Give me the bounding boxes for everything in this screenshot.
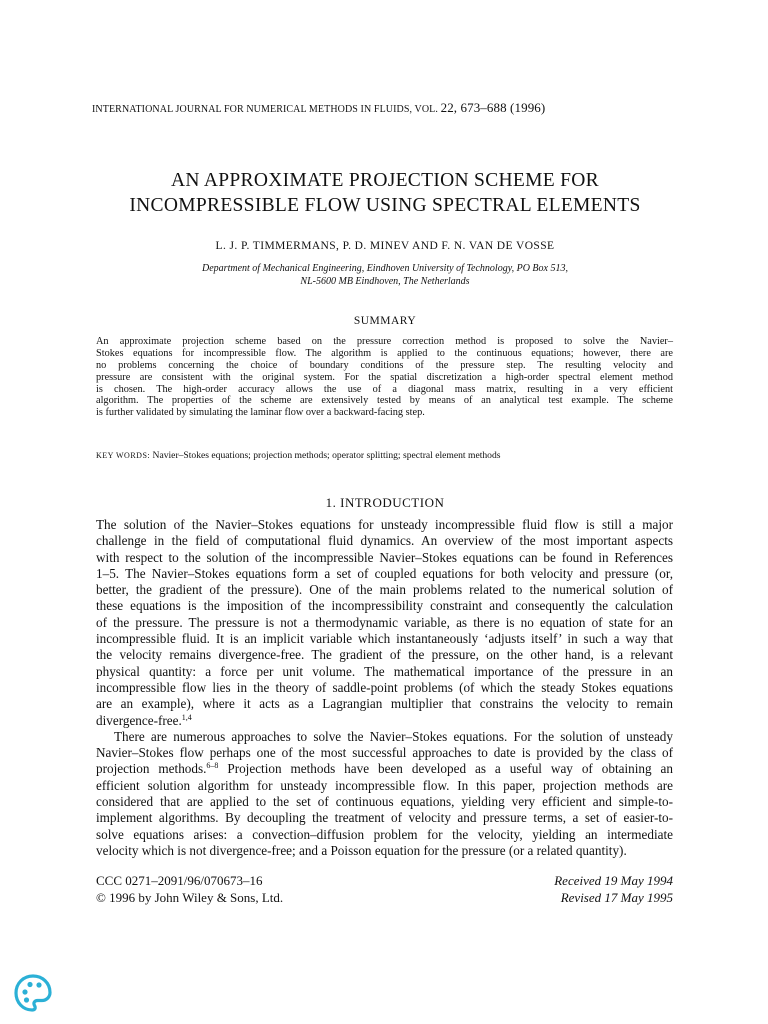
citation-ref: 6–8 [206, 761, 219, 771]
affiliation-line-1: Department of Mechanical Engineering, Eindhoven University of Technology, PO Box 513, [202, 263, 568, 274]
title-line-2: INCOMPRESSIBLE FLOW USING SPECTRAL ELEMENTS [129, 195, 641, 216]
intro-line: Navier–Stokes flow perhaps one of the most successful approaches to date is provided by the class of [96, 745, 673, 761]
intro-line: implement algorithms. By decoupling the treatment of velocity and pressure terms, a set of easier-to- [96, 810, 673, 826]
intro-line: 1–5. The Navier–Stokes equations form a set of coupled equations for both velocity and pressure (or, [96, 565, 673, 581]
revised-date: Revised 17 May 1995 [560, 890, 673, 905]
summary-line: Stokes equations for incompressible flow. The algorithm is applied to the continuous equations; however, there are [96, 347, 673, 359]
title-line-1: AN APPROXIMATE PROJECTION SCHEME FOR [171, 170, 599, 191]
intro-line: challenge in the field of computational fluid dynamics. An overview of the most important aspects [96, 533, 673, 549]
intro-text: Projection methods have been developed as a useful way of obtaining an [218, 761, 673, 777]
paper-title [60, 168, 710, 218]
affiliation-line-2: NL-5600 MB Eindhoven, The Netherlands [300, 275, 470, 287]
intro-line [96, 761, 673, 777]
intro-text: projection methods. [96, 761, 207, 777]
footer-dates-block [554, 872, 673, 906]
footer-copyright-block [96, 872, 283, 906]
keywords-text: Navier–Stokes equations; projection methods; operator splitting; spectral element methods [152, 450, 501, 461]
intro-line: are an example), where it acts as a Lagrangian multiplier that constrains the velocity to remain [96, 696, 673, 712]
keywords [96, 450, 696, 461]
intro-line: incompressible flow lies in the theory of saddle-point problems (of which the steady Stokes equations [96, 679, 673, 695]
summary-line: An approximate projection scheme based on the pressure correction method is proposed to solve the Navier– [96, 336, 673, 347]
intro-line: considered that are applied to the set of continuous equations, yielding very efficient and simple-to- [96, 794, 673, 810]
intro-line: with respect to the solution of the incompressible Navier–Stokes equations can be found in References [96, 549, 673, 565]
intro-line: of the pressure. The pressure is not a thermodynamic variable, as there is no equation of state for an [96, 614, 673, 630]
intro-line: these equations is the imposition of the incompressibility constraint and consequently the calculation [96, 598, 673, 614]
introduction-heading: 1. INTRODUCTION [325, 495, 445, 510]
summary-line: pressure are consistent with the original system. For the spatial discretization a high-order spectral element method [96, 371, 673, 383]
intro-line: solve equations arises: a convection–diffusion problem for the velocity, yielding an intermediate [96, 826, 673, 842]
affiliation [60, 263, 710, 288]
volume-pages: 22, 673–688 (1996) [440, 100, 546, 115]
introduction-body [96, 517, 673, 859]
intro-line: better, the gradient of the pressure). One of the main problems related to the numerical solution of [96, 582, 673, 598]
summary-heading: SUMMARY [353, 315, 417, 327]
keywords-label: KEY WORDS: [96, 451, 151, 460]
intro-line: incompressible fluid. It is an implicit variable which instantaneously ‘adjusts itself’ in such a way that [96, 631, 673, 647]
intro-line: There are numerous approaches to solve the Navier–Stokes equations. For the solution of unsteady [114, 728, 673, 744]
intro-line: the velocity remains divergence-free. The gradient of the pressure, on the other hand, is a relevant [96, 647, 673, 663]
intro-line: efficient solution algorithm for unsteady incompressible flow. In this paper, projection methods are [96, 777, 673, 793]
intro-line [96, 713, 673, 729]
ccc-code: CCC 0271–2091/96/070673–16 [96, 873, 263, 888]
citation-ref: 1,4 [181, 712, 192, 722]
summary-line: algorithm. The properties of the scheme are extensively tested by means of an analytical test example. The scheme [96, 395, 673, 407]
journal-name: INTERNATIONAL JOURNAL FOR NUMERICAL METHODS IN FLUIDS, VOL. [92, 104, 438, 115]
authors: L. J. P. TIMMERMANS, P. D. MINEV AND F. N. VAN DE VOSSE [215, 240, 555, 252]
summary-abstract [96, 336, 673, 419]
intro-line: physical quantity: a force per unit volume. The mathematical importance of the pressure in an [96, 663, 673, 679]
summary-line: is further validated by simulating the laminar flow over a backward-facing step. [96, 407, 425, 419]
intro-line: The solution of the Navier–Stokes equations for unsteady incompressible fluid flow is still a major [96, 517, 673, 532]
palette-icon[interactable] [12, 972, 54, 1014]
summary-line: is chosen. The high-order accuracy allows the use of a diagonal mass matrix, resulting in a very efficient [96, 383, 673, 395]
copyright-notice: © 1996 by John Wiley & Sons, Ltd. [96, 890, 284, 905]
intro-line: velocity which is not divergence-free; and a Poisson equation for the pressure (or a related quantity). [96, 842, 627, 858]
intro-text: divergence-free. [96, 712, 182, 728]
received-date: Received 19 May 1994 [554, 873, 673, 888]
journal-header [92, 100, 692, 116]
summary-line: no problems concerning the choice of boundary conditions of the pressure step. The resulting velocity and [96, 359, 673, 371]
